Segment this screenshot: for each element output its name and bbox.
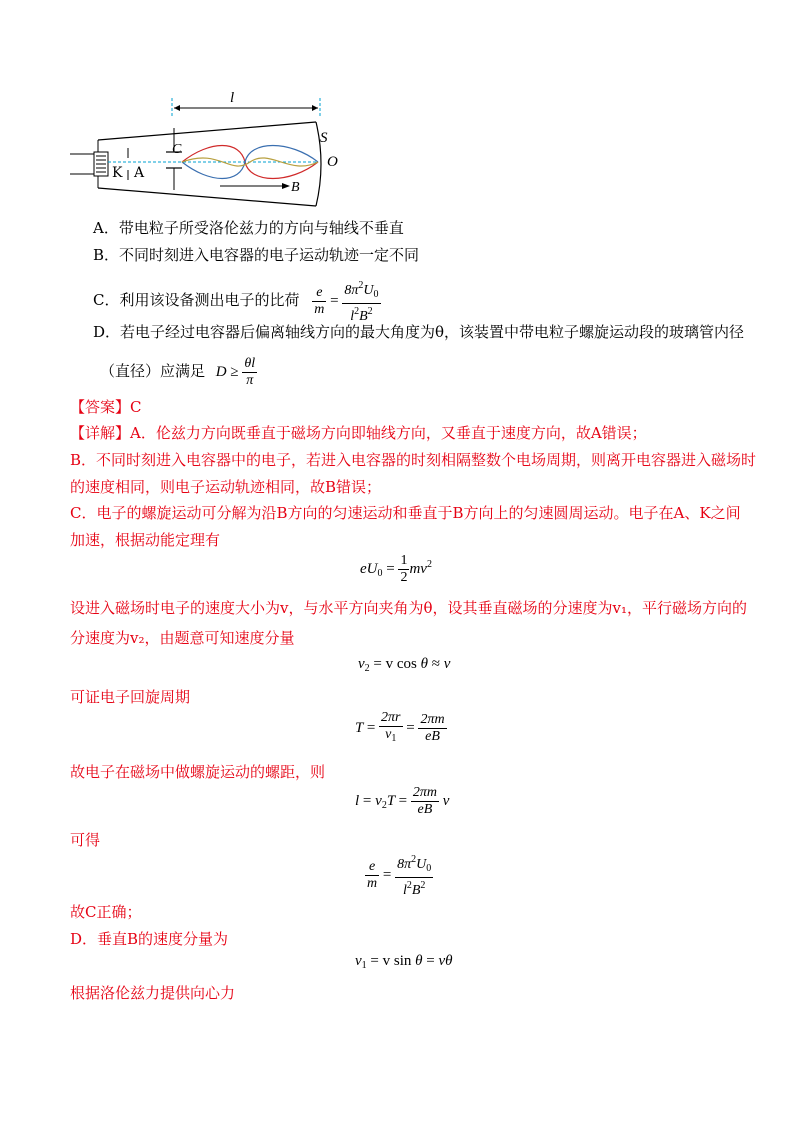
explanation-line-1: 【详解】A．伦兹力方向既垂直于磁场方向即轴线方向，又垂直于速度方向，故A错误； bbox=[70, 424, 647, 442]
explanation-line-10: 可得 bbox=[70, 831, 101, 849]
option-d-formula: D ≥ $\frac{\theta l}{\pi}$ bbox=[215, 356, 256, 388]
option-d-line2 bbox=[100, 356, 257, 389]
option-d-line1: D．若电子经过电容器后偏离轴线方向的最大角度为θ，该装置中带电粒子螺旋运动段的玻璃管内径 bbox=[93, 323, 745, 341]
label-C: C bbox=[172, 142, 182, 157]
explanation-line-13: 根据洛伦兹力提供向心力 bbox=[70, 984, 236, 1002]
cathode-tube-figure bbox=[70, 88, 340, 208]
label-A: A bbox=[134, 165, 145, 181]
explanation-line-6: 设进入磁场时电子的速度大小为v，与水平方向夹角为θ，设其垂直磁场的分速度为v₁，平行磁场方向的 bbox=[70, 599, 747, 617]
label-K: K bbox=[112, 165, 123, 181]
option-d-text: （直径）应满足 bbox=[100, 361, 206, 380]
equation-energy: $eU_0$ = $\frac{1}{2}$ $mv^2$ bbox=[360, 553, 432, 585]
option-c-formula: $\frac{e}{m}$ = $\frac{8\pi^2U_0}{l^2B^2}$ bbox=[314, 280, 379, 324]
equation-pitch: $l = v_2T$ = $\frac{2\pi m}{eB}$ v bbox=[355, 785, 450, 817]
explanation-line-12: D．垂直B的速度分量为 bbox=[70, 930, 229, 948]
explanation-line-5: 加速，根据动能定理有 bbox=[70, 531, 221, 549]
option-b: B．不同时刻进入电容器的电子运动轨迹一定不同 bbox=[93, 246, 420, 264]
explanation-line-7: 分速度为v₂，由题意可知速度分量 bbox=[70, 629, 295, 647]
explanation-line-2: B．不同时刻进入电容器中的电子，若进入电容器的时刻相隔整数个电场周期，则离开电容器进入磁场时 bbox=[70, 451, 757, 469]
option-c bbox=[93, 278, 381, 325]
explanation-line-9: 故电子在磁场中做螺旋运动的螺距，则 bbox=[70, 763, 326, 781]
explanation-line-11: 故C正确； bbox=[70, 903, 142, 921]
option-c-text: C．利用该设备测出电子的比荷 bbox=[93, 290, 300, 309]
option-a: A．带电粒子所受洛伦兹力的方向与轴线不垂直 bbox=[93, 219, 404, 237]
label-S: S bbox=[320, 130, 328, 146]
explanation-line-3: 的速度相同，则电子运动轨迹相同，故B错误； bbox=[70, 478, 382, 496]
explanation-line-8: 可证电子回旋周期 bbox=[70, 688, 191, 706]
equation-charge-mass-ratio: $\frac{e}{m}$ = $\frac{8\pi^2U_0}{l^2B^2}$ bbox=[367, 854, 432, 898]
explanation-line-4: C．电子的螺旋运动可分解为沿B方向的匀速运动和垂直于B方向上的匀速圆周运动。电子在A、K之间 bbox=[70, 504, 741, 522]
answer-label: 【答案】C bbox=[70, 398, 142, 416]
label-B: B bbox=[291, 180, 300, 195]
label-O: O bbox=[327, 154, 338, 170]
label-l: l bbox=[230, 90, 235, 106]
equation-perpendicular-velocity: $v_1 = v$ sin θ = vθ bbox=[355, 953, 453, 971]
equation-velocity-component: $v_2 = v$ cos θ ≈ v bbox=[358, 656, 451, 674]
equation-period: T = $\frac{2\pi r}{v_1}$ = $\frac{2\pi m}{eB}$ bbox=[355, 710, 445, 744]
